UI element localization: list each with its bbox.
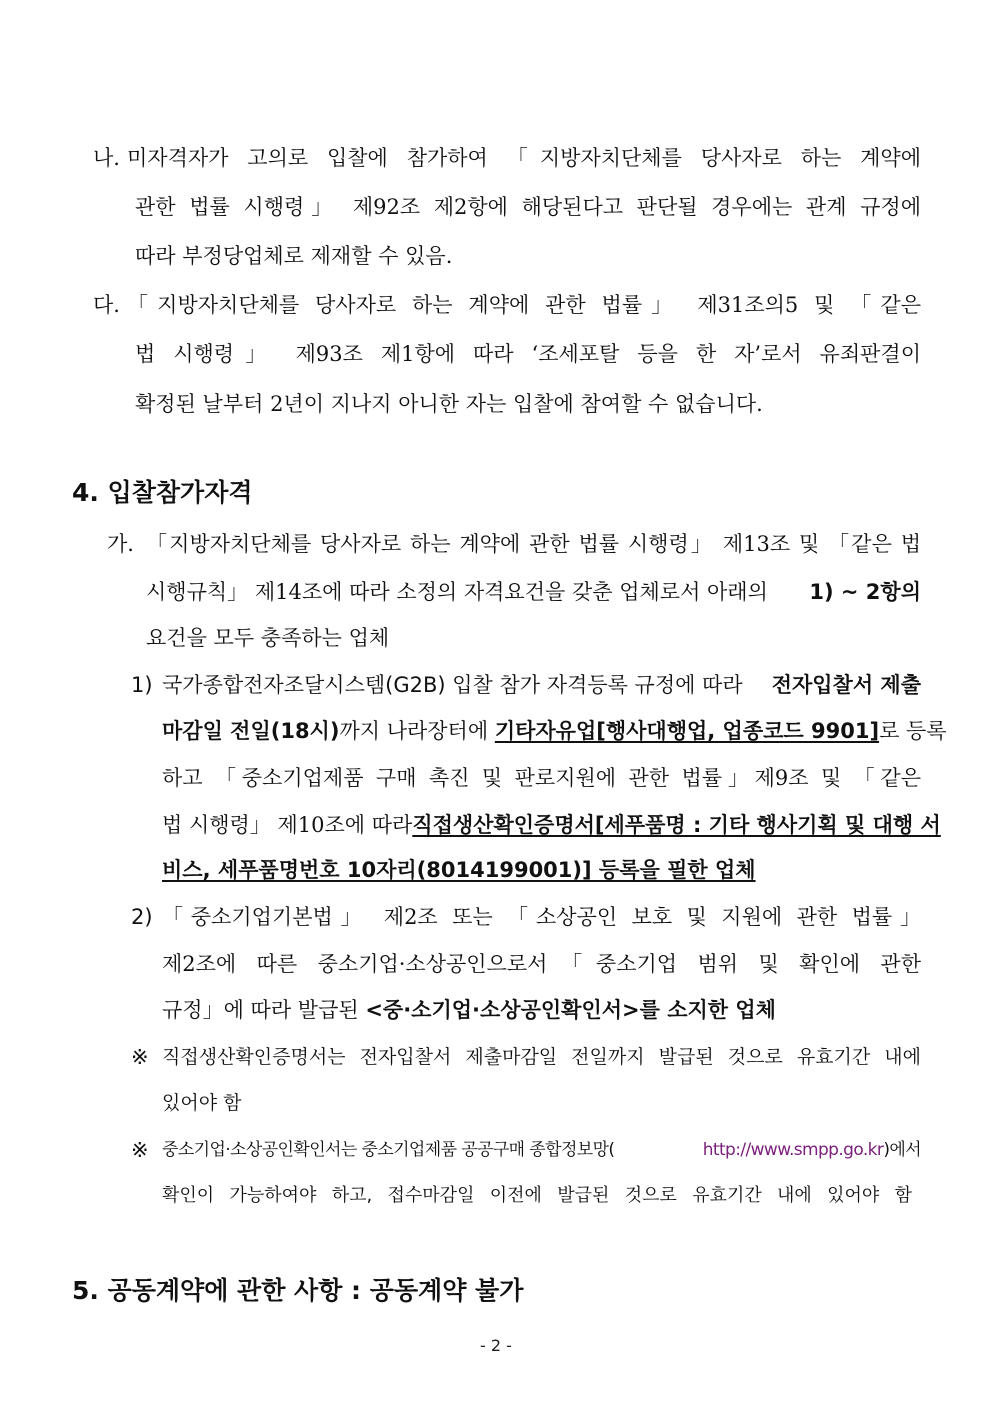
sub-1-line-2-group <box>162 717 879 745</box>
sub-2-certificate: <중·소기업·소상공인확인서>를 소지한 업체 <box>365 998 776 1022</box>
page-number: - 2 - <box>480 1336 512 1355</box>
sub-1-line-2 <box>162 717 947 745</box>
note-1-line-1: 직접생산확인증명서는 전자입찰서 제출마감일 전일까지 발급된 것으로 유효기간 내에 <box>162 1046 921 1068</box>
section-5-title: 5. 공동계약에 관한 사항 : 공동계약 불가 <box>72 1276 524 1305</box>
smpp-link[interactable]: http://www.smpp.go.kr <box>702 1140 884 1160</box>
sub-1-line-1 <box>162 671 921 699</box>
note-1-line-2: 있어야 함 <box>162 1092 242 1114</box>
item-da-line-1: 「지방자치단체를 당사자로 하는 계약에 관한 법률」 제31조의5 및 「같은 <box>127 293 921 317</box>
item-da-line-2: 법 시행령」 제93조 제1항에 따라 ‘조세포탈 등을 한 자’로서 유죄판결이 <box>135 342 921 366</box>
sub-1-marker: 1) <box>131 673 153 697</box>
note-2-line-1-end: )에서 <box>883 1140 921 1160</box>
sub-2-line-1: 「중소기업기본법」 제2조 또는 「소상공인 보호 및 지원에 관한 법률」 <box>162 905 921 929</box>
item-ga-line-3: 요건을 모두 충족하는 업체 <box>146 626 390 650</box>
item-ga-line-2 <box>146 578 921 606</box>
item-na-line-2: 관한 법률 시행령」 제92조 제2항에 해당된다고 판단될 경우에는 관계 규정에 <box>135 195 921 219</box>
note-2-marker: ※ <box>131 1138 149 1162</box>
sub-1-certificate: 직접생산확인증명서[세푸품명 : 기타 행사기획 및 대행 서 <box>412 813 941 837</box>
sub-1-line-1-text: 국가종합전자조달시스템(G2B) 입찰 참가 자격등록 규정에 따라 <box>162 673 743 697</box>
sub-1-line-4 <box>162 811 941 839</box>
item-ga-marker: 가. <box>107 532 134 556</box>
item-ga-line-2-range: 1) ~ 2항의 <box>809 580 921 604</box>
note-2-line-1 <box>162 1136 921 1164</box>
note-2-line-2: 확인이 가능하여야 하고, 접수마감일 이전에 발급된 것으로 유효기간 내에 있어야 함 <box>162 1185 912 1206</box>
sub-1-line-4-text: 법 시행령」 제10조에 따라 <box>162 813 413 837</box>
sub-1-line-5: 비스, 세푸품명번호 10자리(8014199001)] 등록을 필한 업체 <box>162 858 756 882</box>
sub-1-business-type: 기타자유업[행사대행업, 업종코드 9901] <box>494 719 880 743</box>
item-ga-line-2-text: 시행규칙」 제14조에 따라 소정의 자격요건을 갖춘 업체로서 아래의 <box>146 580 768 604</box>
item-na-line-3: 따라 부정당업체로 제재할 수 있음. <box>135 244 453 268</box>
item-na-line-1: 미자격자가 고의로 입찰에 참가하여 「지방자치단체를 당사자로 하는 계약에 <box>127 146 921 170</box>
sub-1-line-2-end: 로 등록 <box>879 719 947 743</box>
sub-1-line-2-text: 까지 나라장터에 <box>339 719 495 743</box>
item-na-marker: 나. <box>93 146 120 170</box>
note-2-line-1-text: 중소기업·소상공인확인서는 중소기업제품 공공구매 종합정보망( <box>162 1140 615 1160</box>
sub-2-line-2: 제2조에 따른 중소기업·소상공인으로서「중소기업 범위 및 확인에 관한 <box>162 952 921 976</box>
item-ga-line-1: 「지방자치단체를 당사자로 하는 계약에 관한 법률 시행령」 제13조 및 「같은 법 <box>146 532 921 556</box>
sub-1-line-1-bold: 전자입찰서 제출 <box>771 673 921 697</box>
sub-2-line-3-text: 규정」에 따라 발급된 <box>162 998 366 1022</box>
sub-2-marker: 2) <box>131 905 153 929</box>
sub-1-deadline: 마감일 전일(18시) <box>162 719 340 743</box>
note-2-line-1-link-group <box>703 1136 921 1164</box>
item-da-marker: 다. <box>93 293 120 317</box>
sub-1-line-3: 하고 「중소기업제품 구매 촉진 및 판로지원에 관한 법률」제9조 및 「같은 <box>162 766 921 790</box>
section-4-title: 4. 입찰참가자격 <box>72 478 253 507</box>
note-1-marker: ※ <box>131 1045 149 1069</box>
sub-2-line-3 <box>162 996 776 1024</box>
item-da-line-3: 확정된 날부터 2년이 지나지 아니한 자는 입찰에 참여할 수 없습니다. <box>135 392 763 416</box>
